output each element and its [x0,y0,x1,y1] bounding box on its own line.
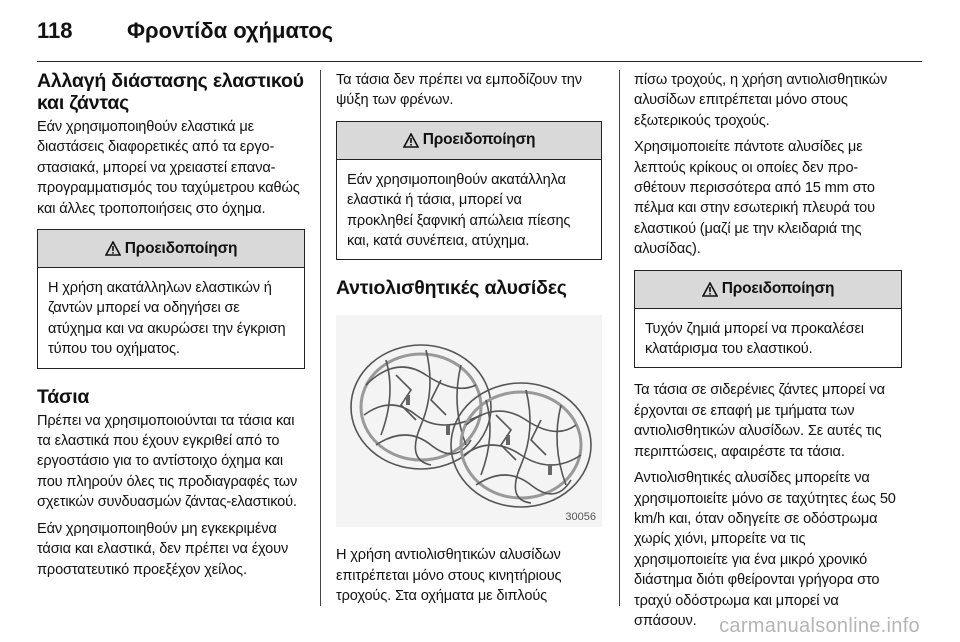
warning-header [635,271,901,309]
warning-triangle-icon [403,133,419,148]
figure-number: 30056 [565,511,596,524]
column-2 [336,70,602,613]
column-1 [37,70,305,586]
warning-header [337,122,601,160]
section-heading-hubcaps: Τάσια [37,385,90,408]
paragraph: Εάν χρησιμοποιηθούν μη εγκεκριμένα τάσια και ελαστικά, δεν πρέπει να έχουν προστατευτικό προεξέχον χείλος. [37,520,289,578]
paragraph: Εάν χρησιμοποιηθούν ελαστικά με διαστάσεις διαφορετικές από τα εργοστασιακά, μπορεί να χρειαστεί επαναπρογραμματισμός του ταχύμετρου καθώς και άλλες τροποποιήσεις στο όχημα. [37,119,300,217]
paragraph: Τα τάσια σε σιδερένιες ζάντες μπορεί να έρχονται σε επαφή με τμήματα των αντιολισθητικών αλυσίδων. Σε αυτές τις περιπτώσεις, αφαιρέστε τα τάσια. [634,382,885,460]
column-3 [634,70,902,637]
snow-chains-illustration [336,315,602,527]
warning-header [38,230,304,268]
paragraph: Τα τάσια δεν πρέπει να εμποδίζουν την ψύξη των φρένων. [336,72,582,109]
page-header [37,14,922,62]
warning-box [336,121,602,261]
snow-chain-image [336,315,602,527]
page-title: Φροντίδα οχήματος [127,18,334,43]
column-divider [619,70,620,606]
column-divider [320,70,321,606]
warning-title: Προειδοποίηση [721,280,835,298]
paragraph: Η χρήση αντιολισθητικών αλυσίδων επιτρέπεται μόνο στους κινητήριους τροχούς. Στα οχήματα με διπλούς [336,547,562,605]
section-heading-snow-chains: Αντιολισθητικές αλυσίδες [336,277,567,300]
warning-box [37,229,305,369]
paragraph: πίσω τροχούς, η χρήση αντιολισθητικών αλυσίδων επιτρέπεται μόνο στους εξωτερικούς τροχούς. [634,72,888,129]
warning-title: Προειδοποίηση [422,131,536,149]
warning-text: Εάν χρησιμοποιηθούν ακατάλληλα ελαστικά ή τάσια, μπορεί να προκληθεί ξαφνική απώλεια πίεσης και, κατά συνέπεια, ατύχημα. [347,171,571,250]
warning-triangle-icon [702,282,718,297]
watermark: carmanualsonline.info [719,615,920,637]
warning-title: Προειδοποίηση [124,239,238,257]
section-heading-tire-size: Αλλαγή διάστασης ελαστικού και ζάντας [37,70,304,114]
paragraph: Αντιολισθητικές αλυσίδες μπορείτε να χρησιμοποιείτε μόνο σε ταχύτητες έως 50 km/h και, όταν οδηγείτε σε οδόστρωμα χωρίς χιόνι, μπορείτε να τις χρησιμοποιείτε για ένα μικρό χρονικό διάστημα διότι φθείρονται γρήγορα στο τραχύ οδόστρωμα και μπορεί να σπάσουν. [634,470,896,629]
warning-triangle-icon [105,241,121,256]
warning-text: Τυχόν ζημιά μπορεί να προκαλέσει κλατάρισμα του ελαστικού. [645,320,864,358]
paragraph: Πρέπει να χρησιμοποιούνται τα τάσια και τα ελαστικά που έχουν εγκριθεί από το εργοστάσιο για το αντίστοιχο όχημα και που πληρούν όλες τις προδιαγραφές των σχετικών συνδυασμών ζάντας-ελαστικού. [37,412,298,511]
warning-text: Η χρήση ακατάλληλων ελαστικών ή ζαντών μπορεί να οδηγήσει σε ατύχημα και να ακυρώσει την έγκριση τύπου του οχήματος. [48,280,286,358]
warning-box [634,270,902,369]
paragraph: Χρησιμοποιείτε πάντοτε αλυσίδες με λεπτούς κρίκους οι οποίες δεν προσθέτουν περισσότερα από 15 mm στο πέλμα και στην εσωτερική πλευρά του ελαστικού (μαζί με την κλειδαριά της αλυσίδας). [634,139,875,258]
page-number: 118 [37,18,73,43]
